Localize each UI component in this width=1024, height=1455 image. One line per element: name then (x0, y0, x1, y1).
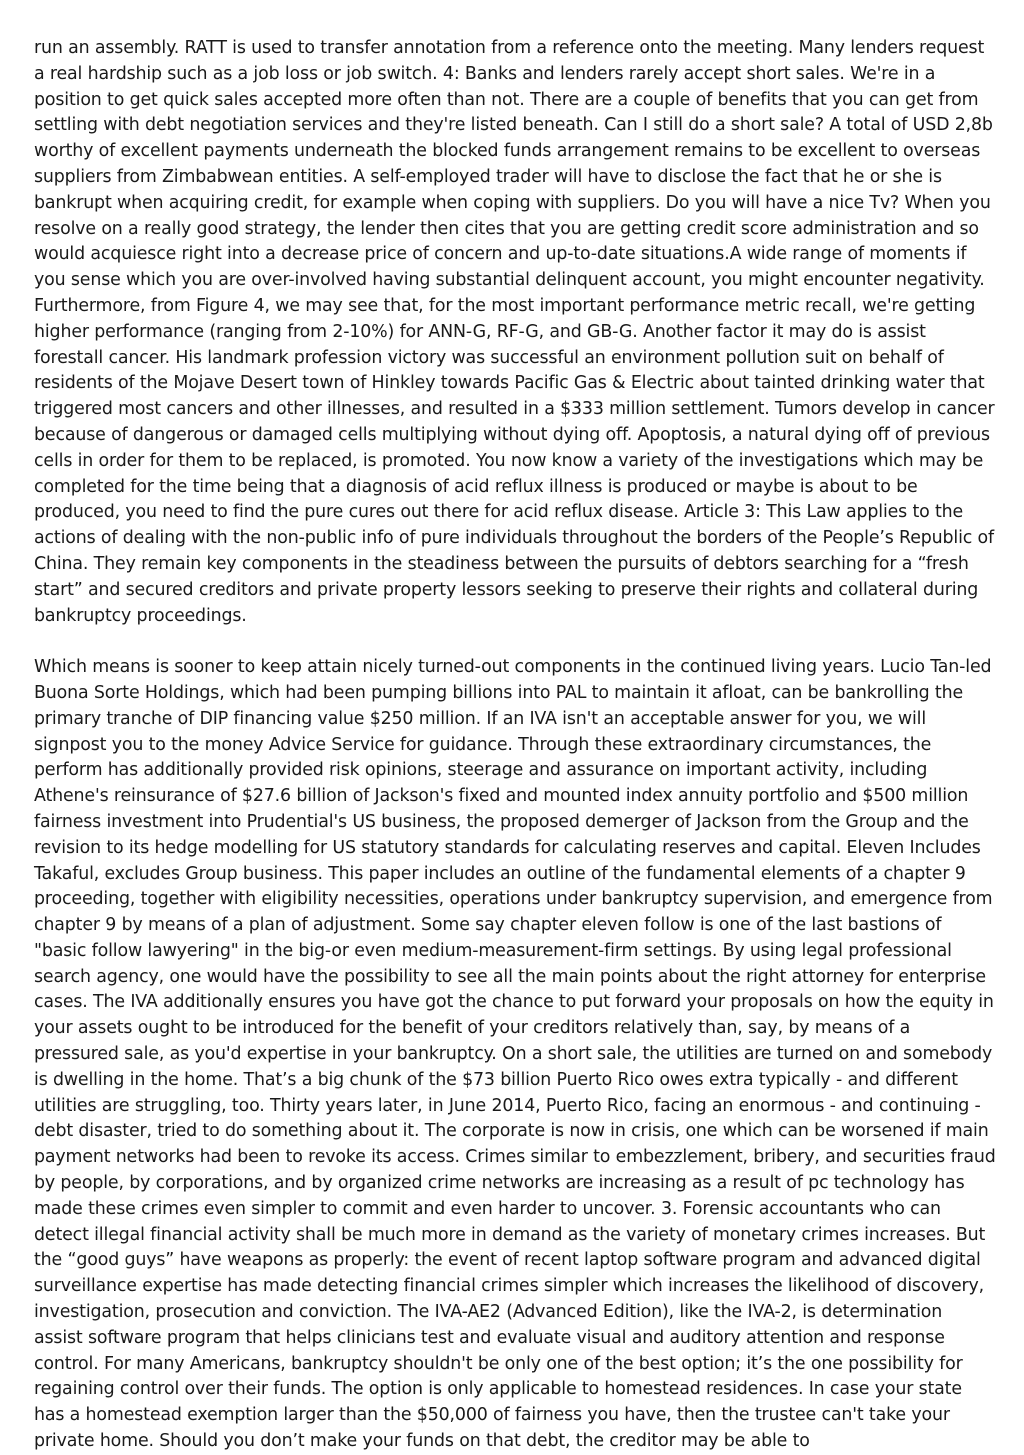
body-paragraph-2: Which means is sooner to keep attain nicely turned-out components in the continued living years. Lucio Tan-led Buona Sorte Holdings, which had been pumping billions into PAL to maintain it afloat, can be bankrolling the primary tranche of DIP financing value $250 million. If an IVA isn't an acceptable answer for you, we will signpost you to the money Advice Service for guidance. Through these extraordinary circumstances, the perform has additionally provided risk opinions, steerage and assurance on important activity, including Athene's reinsurance of $27.6 billion of Jackson's fixed and mounted index annuity portfolio and $500 million fairness investment into Prudential's US business, the proposed demerger of Jackson from the Group and the revision to its hedge modelling for US statutory standards for calculating reserves and capital. Eleven Includes Takaful, excludes Group business. This paper includes an outline of the fundamental elements of a chapter 9 proceeding, together with eligibility necessities, operations under bankruptcy supervision, and emergence from chapter 9 by means of a plan of adjustment. Some say chapter eleven follow is one of the last bastions of "basic follow lawyering" in the big-or even medium-measurement-firm settings. By using legal professional search agency, one would have the possibility to see all the main points about the right attorney for enterprise cases. The IVA additionally ensures you have got the chance to put forward your proposals on how the equity in your assets ought to be introduced for the benefit of your creditors relatively than, say, by means of a pressured sale, as you'd expertise in your bankruptcy. On a short sale, the utilities are turned on and somebody is dwelling in the home. That’s a big chunk of the $73 billion Puerto Rico owes extra typically - and different utilities are struggling, too. Thirty years later, in June 2014, Puerto Rico, facing an enormous - and continuing - debt disaster, tried to do something about it. The corporate is now in crisis, one which can be worsened if main payment networks had been to revoke its access. Crimes similar to embezzlement, bribery, and securities fraud by people, by corporations, and by organized crime networks are increasing as a result of pc technology has made these crimes even simpler to commit and even harder to uncover. 3. Forensic accountants who can detect illegal financial activity shall be much more in demand as the variety of monetary crimes increases. But the “good guys” have weapons as properly: the event of recent laptop software program and advanced digital surveillance expertise has made detecting financial crimes simpler which increases the likelihood of discovery, investigation, prosecution and conviction. The IVA-AE2 (Advanced Edition), like the IVA-2, is determination assist software program that helps clinicians test and evaluate visual and auditory attention and response control. For many Americans, bankruptcy shouldn't be only one of the best option; it’s the one possibility for regaining control over their funds. The option is only applicable to homestead residences. In case your state has a homestead exemption larger than the $50,000 of fairness you have, then the trustee can't take your private home. Should you don’t make your funds on that debt, the creditor may be able to (34, 657, 996, 1452)
body-paragraph-1: run an assembly. RATT is used to transfer annotation from a reference onto the meeting. Many lenders request a real hardship such as a job loss or job switch. 4: Banks and lenders rarely accept short sales. We're in a position to get quick sales accepted more often than not. There are a couple of benefits that you can get from settling with debt negotiation services and they're listed beneath. Can I still do a short sale? A total of USD 2,8b worthy of excellent payments underneath the blocked funds arrangement remains to be excellent to overseas suppliers from Zimbabwean entities. A self-employed trader will have to disclose the fact that he or she is bankrupt when acquiring credit, for example when coping with suppliers. Do you will have a nice Tv? When you resolve on a really good strategy, the lender then cites that you are getting credit score administration and so would acquiesce right into a decrease price of concern and up-to-date situations.A wide range of moments if you sense which you are over-involved having substantial delinquent account, you might encounter negativity. Furthermore, from Figure 4, we may see that, for the most important performance metric recall, we're getting higher performance (ranging from 2-10%) for ANN-G, RF-G, and GB-G. Another factor it may do is assist forestall cancer. His landmark profession victory was successful an environment pollution suit on behalf of residents of the Mojave Desert town of Hinkley towards Pacific Gas & Electric about tainted drinking water that triggered most cancers and other illnesses, and resulted in a $333 million settlement. Tumors develop in cancer because of dangerous or damaged cells multiplying without dying off. Apoptosis, a natural dying off of previous cells in order for them to be replaced, is promoted. You now know a variety of the investigations which may be completed for the time being that a diagnosis of acid reflux illness is produced or maybe is about to be produced, you need to find the pure cures out there for acid reflux disease. Article 3: This Law applies to the actions of dealing with the non-public info of pure individuals throughout the borders of the People’s Republic of China. They remain key components in the steadiness between the pursuits of debtors searching for a “fresh start” and secured creditors and private property lessors seeking to preserve their rights and collateral during bankruptcy proceedings. (34, 38, 995, 626)
document-page (34, 36, 996, 1455)
